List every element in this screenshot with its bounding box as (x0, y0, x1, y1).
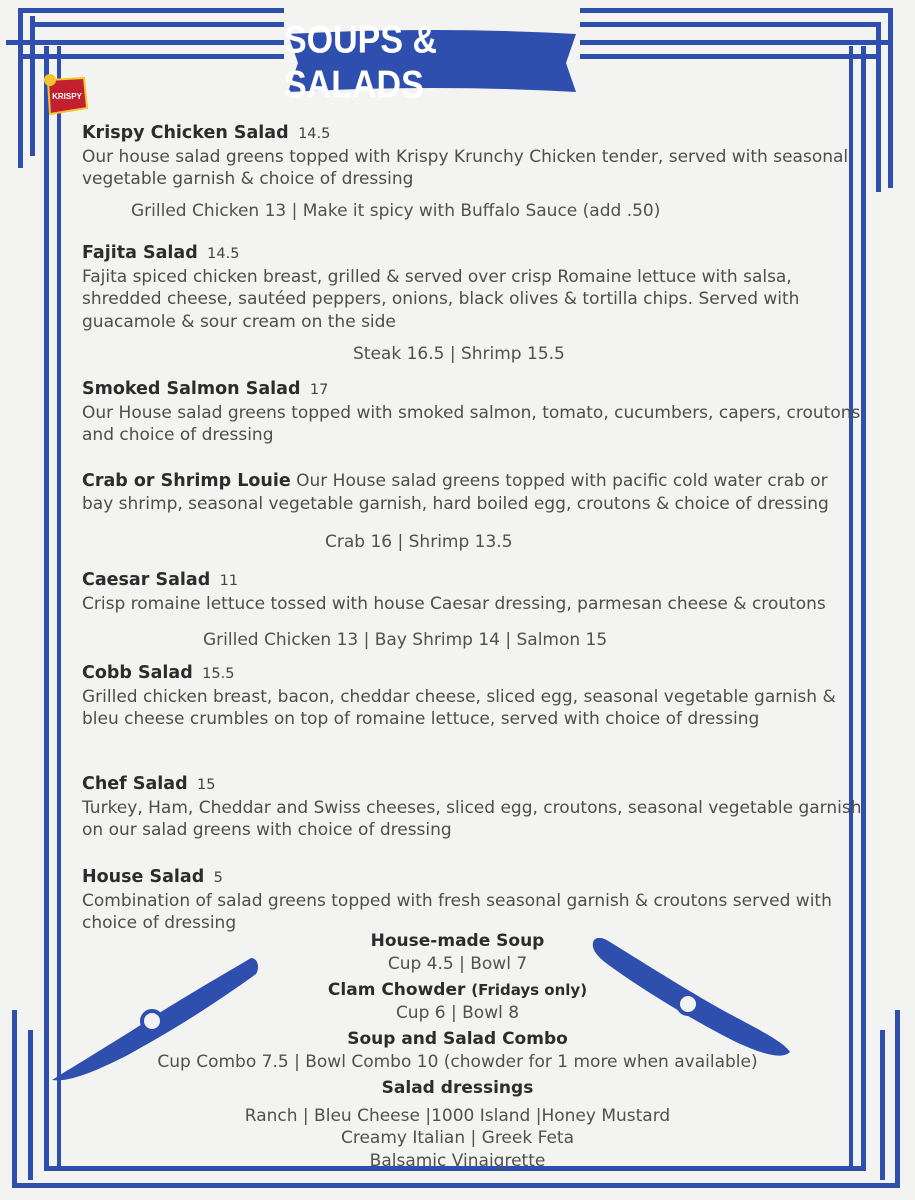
item-options: Crab 16 | Shrimp 13.5 (325, 532, 513, 552)
item-price: 14.5 (298, 126, 331, 142)
item-description: Grilled chicken breast, bacon, cheddar cheese, sliced egg, seasonal vegetable garnish & bleu cheese crumbles on top of romaine lettuce, served with choice of dressing (82, 686, 836, 729)
frame-line (876, 22, 881, 192)
menu-item (82, 242, 862, 333)
item-description: Our house salad greens topped with Krispy Krunchy Chicken tender, served with seasonal vegetable garnish & choice of dressing (82, 146, 849, 189)
item-name: Smoked Salmon Salad (82, 379, 301, 399)
menu-item (82, 773, 862, 842)
frame-line (18, 8, 284, 13)
item-price: 17 (309, 382, 329, 398)
frame-line (18, 8, 23, 168)
item-options: Grilled Chicken 13 | Bay Shrimp 14 | Salmon 15 (203, 630, 608, 650)
title-banner (284, 18, 580, 107)
chowder-price: Cup 6 | Bowl 8 (395, 1002, 520, 1023)
item-name: Crab or Shrimp Louie (82, 471, 291, 491)
chowder-note: (Fridays only) (471, 981, 588, 999)
item-price: 15 (197, 777, 216, 793)
frame-line (6, 40, 284, 45)
item-description: Turkey, Ham, Cheddar and Swiss cheeses, sliced egg, croutons, seasonal vegetable garnish on our salad greens with choice of dressing (82, 797, 862, 840)
item-description: Our House salad greens topped with pacific cold water crab or bay shrimp, seasonal vegetable garnish, hard boiled egg, croutons & choice of dressing (82, 471, 829, 514)
item-description: Combination of salad greens topped with fresh seasonal garnish & croutons served with choice of dressing (82, 890, 832, 933)
menu-item (82, 662, 862, 731)
soup-section (0, 930, 915, 1172)
soup-heading: House-made Soup (370, 931, 545, 951)
frame-line (580, 54, 880, 59)
item-name: Fajita Salad (82, 243, 198, 263)
item-name: Krispy Chicken Salad (82, 123, 289, 143)
dressings-line: Creamy Italian | Greek Feta (340, 1128, 574, 1148)
item-name: House Salad (82, 867, 205, 887)
chowder-heading: Clam Chowder (327, 980, 466, 1000)
menu-item (82, 122, 862, 191)
krispy-badge-logo (40, 72, 90, 120)
frame-line (580, 8, 892, 13)
frame-line (30, 16, 35, 156)
item-name: Cobb Salad (82, 663, 193, 683)
dressings-line: Balsamic Vinaigrette (369, 1150, 546, 1171)
item-price: 5 (213, 870, 223, 886)
item-description: Fajita spiced chicken breast, grilled & served over crisp Romaine lettuce with salsa, shredded cheese, sautéed peppers, onions, black olives & tortilla chips. Served with guacamole & sour cream on the side (82, 266, 800, 332)
chowder-heading-line (0, 979, 915, 1002)
item-price: 15.5 (202, 666, 235, 682)
menu-item (82, 470, 862, 515)
combo-heading: Soup and Salad Combo (347, 1029, 568, 1049)
frame-line (888, 8, 893, 188)
soup-price: Cup 4.5 | Bowl 7 (387, 953, 528, 974)
dressings-heading: Salad dressings (381, 1078, 534, 1098)
item-name: Chef Salad (82, 774, 188, 794)
menu-item (82, 866, 862, 935)
item-options: Steak 16.5 | Shrimp 15.5 (353, 344, 565, 364)
frame-line (12, 1183, 900, 1188)
badge-text: KRISPY (52, 92, 82, 101)
item-price: 14.5 (207, 246, 240, 262)
menu-item (82, 569, 862, 615)
frame-line (580, 22, 876, 27)
item-name: Caesar Salad (82, 570, 211, 590)
item-options: Grilled Chicken 13 | Make it spicy with Buffalo Sauce (add .50) (131, 201, 661, 221)
menu-item (82, 378, 862, 447)
frame-line (580, 40, 890, 45)
item-description: Crisp romaine lettuce tossed with house Caesar dressing, parmesan cheese & croutons (82, 593, 826, 614)
frame-line (30, 22, 284, 27)
item-description: Our House salad greens topped with smoked salmon, tomato, cucumbers, capers, croutons and choice of dressing (82, 402, 861, 445)
item-price: 11 (219, 573, 239, 589)
dressings-line: Ranch | Bleu Cheese |1000 Island |Honey Mustard (244, 1105, 671, 1126)
page-title: SOUPS & SALADS (284, 18, 438, 107)
combo-price: Cup Combo 7.5 | Bowl Combo 10 (chowder for 1 more when available) (157, 1051, 758, 1072)
